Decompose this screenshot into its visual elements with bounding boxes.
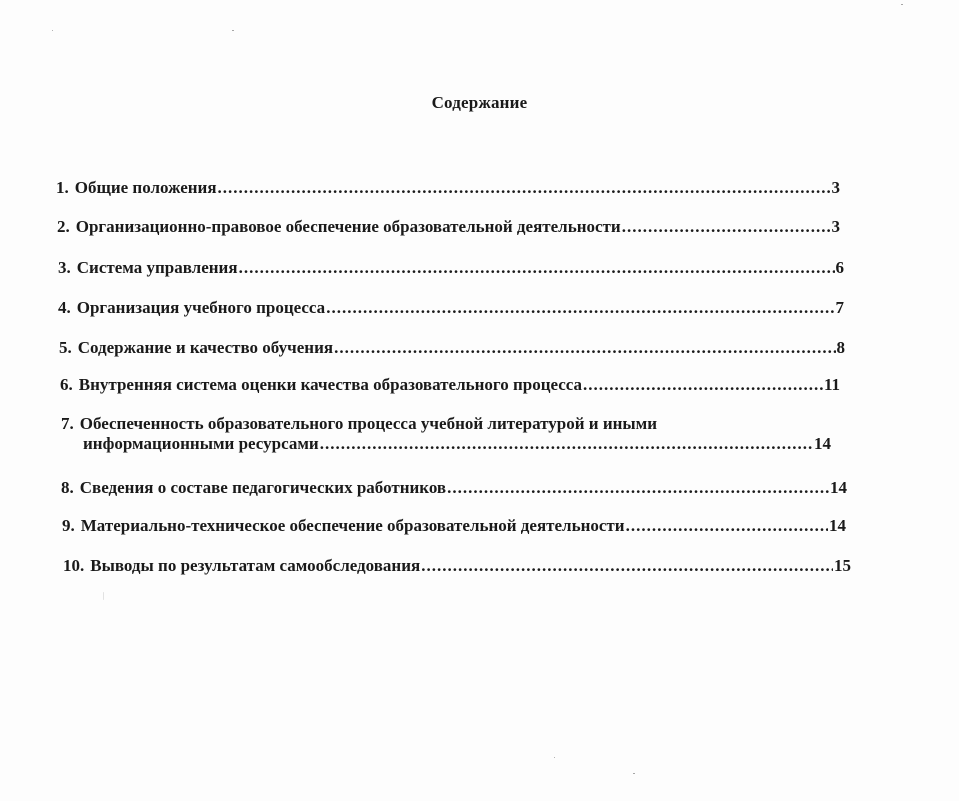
toc-leader-dots <box>334 338 835 358</box>
toc-item-10 <box>63 556 851 576</box>
toc-leader-dots <box>622 217 831 237</box>
scan-speck <box>901 4 903 5</box>
toc-item-label: Организационно-правовое обеспечение образовательной деятельности <box>75 217 621 236</box>
toc-item-page: 14 <box>829 516 846 535</box>
scan-speck <box>232 30 234 31</box>
toc-leader-dots <box>447 478 829 498</box>
toc-item-number: 9. <box>62 516 75 535</box>
toc-item-label: Выводы по результатам самообследования <box>90 556 421 575</box>
toc-leader-dots <box>326 298 834 318</box>
toc-item-label: Сведения о составе педагогических работников <box>79 478 447 497</box>
toc-item-label-line1: Обеспеченность образовательного процесса учебной литературой и иными <box>79 414 658 433</box>
toc-item-6 <box>60 375 840 395</box>
toc-item-label: Организация учебного процесса <box>76 298 326 317</box>
toc-item-page: 3 <box>831 178 840 197</box>
toc-item-label: Общие положения <box>74 178 217 197</box>
toc-item-number: 7. <box>61 414 74 433</box>
toc-leader-dots <box>583 375 823 395</box>
toc-item-1 <box>56 178 840 198</box>
toc-item-label: Материально-техническое обеспечение образовательной деятельности <box>80 516 625 535</box>
document-title: Содержание <box>431 93 528 112</box>
toc-item-page: 3 <box>831 217 840 236</box>
toc-item-page: 15 <box>834 556 851 575</box>
toc-leader-dots <box>218 178 831 198</box>
toc-item-8 <box>61 478 847 498</box>
toc-item-page: 11 <box>823 375 840 394</box>
toc-item-number: 4. <box>58 298 71 317</box>
toc-item-number: 8. <box>61 478 74 497</box>
toc-item-2 <box>57 217 840 237</box>
toc-item-label: Содержание и качество обучения <box>77 338 334 357</box>
toc-item-number: 1. <box>56 178 69 197</box>
toc-item-page: 6 <box>835 258 844 277</box>
toc-item-4 <box>58 298 844 318</box>
scan-speck <box>52 30 53 31</box>
toc-item-number: 5. <box>59 338 72 357</box>
toc-item-9 <box>62 516 846 536</box>
scan-speck <box>554 757 555 758</box>
toc-item-page: 14 <box>814 434 831 453</box>
toc-item-number: 10. <box>63 556 85 575</box>
toc-leader-dots <box>626 516 828 536</box>
toc-leader-dots <box>421 556 833 576</box>
toc-leader-dots <box>239 258 835 278</box>
toc-item-label: Система управления <box>76 258 238 277</box>
toc-item-number: 3. <box>58 258 71 277</box>
toc-item-page: 7 <box>835 298 844 317</box>
scan-speck <box>633 773 635 774</box>
toc-item-page: 14 <box>830 478 847 497</box>
toc-leader-dots <box>320 434 813 454</box>
toc-item-5 <box>59 338 845 358</box>
toc-item-label: Внутренняя система оценки качества образовательного процесса <box>78 375 583 394</box>
toc-item-3 <box>58 258 844 278</box>
scan-speck <box>103 592 104 600</box>
toc-item-number: 6. <box>60 375 73 394</box>
toc-item-page: 8 <box>836 338 845 357</box>
toc-item-7 <box>61 414 831 454</box>
toc-item-number: 2. <box>57 217 70 236</box>
toc-item-label-line2: информационными ресурсами <box>83 434 319 453</box>
